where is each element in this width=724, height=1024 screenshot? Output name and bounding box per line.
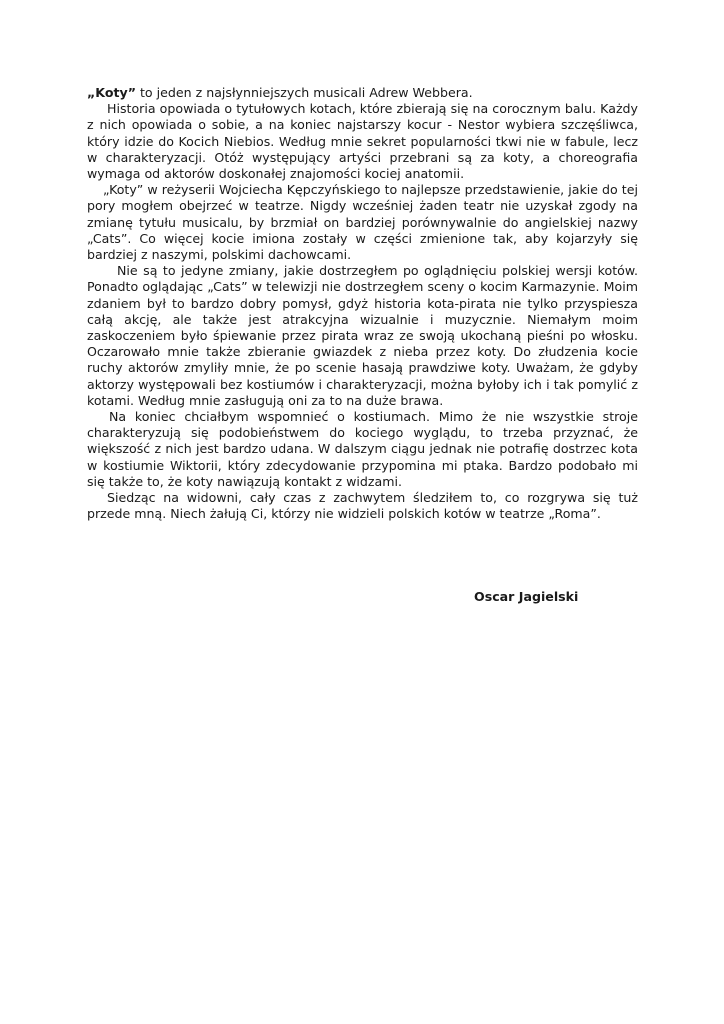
paragraph-2: „Koty” w reżyserii Wojciecha Kępczyńskiego to najlepsze przedstawienie, jakie do tej pory mogłem obejrzeć w teatrze. Nigdy wcześniej żaden teatr nie uzyskał zgody na zmianę tytułu musicalu, by brzmiał on bardziej porównywalnie do angielskiej nazwy „Cats”. Co więcej kocie imiona zostały w części zmienione tak, aby kojarzyły się bardziej z naszymi, polskimi dachowcami. — [87, 182, 638, 263]
intro-text: to jeden z najsłynniejszych musicali Adrew Webbera. — [135, 85, 473, 100]
paragraph-1: Historia opowiada o tytułowych kotach, które zbierają się na corocznym balu. Każdy z nich opowiada o sobie, a na koniec najstarszy kocur - Nestor wybiera szczęśliwca, który idzie do Kocich Niebios. Według mnie sekret popularności tkwi nie w fabule, lecz w charakteryzacji. Otóż występujący artyści przebrani są za koty, a choreografia wymaga od aktorów doskonałej znajomości kociej anatomii. — [87, 101, 638, 182]
document-body — [87, 85, 638, 522]
title-word: „Koty” — [87, 85, 136, 100]
paragraph-4: Na koniec chciałbym wspomnieć o kostiumach. Mimo że nie wszystkie stroje charakteryzują się podobieństwem do kociego wyglądu, to trzeba przyznać, że większość z nich jest bardzo udana. W dalszym ciągu jednak nie potrafię dostrzec kota w kostiumie Wiktorii, który zdecydowanie przypomina mi ptaka. Bardzo podobało mi się także to, że koty nawiązują kontakt z widzami. — [87, 409, 638, 489]
intro-line — [87, 85, 638, 101]
paragraph-3: Nie są to jedyne zmiany, jakie dostrzegłem po oglądnięciu polskiej wersji kotów. Ponadto oglądając „Cats” w telewizji nie dostrzegłem sceny o kocim Karmazynie. Moim zdaniem był to bardzo dobry pomysł, gdyż historia kota-pirata nie tylko przyspiesza całą akcję, ale także jest atrakcyjna wizualnie i muzycznie. Niemałym moim zaskoczeniem było śpiewanie przez pirata wraz ze swoją ukochaną pieśni po włosku. Oczarowało mnie także zbieranie gwiazdek z nieba przez koty. Do złudzenia kocie ruchy aktorów zmyliły mnie, że po scenie hasają prawdziwe koty. Uważam, że gdyby aktorzy występowali bez kostiumów i charakteryzacji, można byłoby ich i tak pomylić z kotami. Według mnie zasługują oni za to na duże brawa. — [87, 263, 638, 408]
paragraph-5: Siedząc na widowni, cały czas z zachwytem śledziłem to, co rozgrywa się tuż przede mną. Niech żałują Ci, którzy nie widzieli polskich kotów w teatrze „Roma”. — [87, 490, 638, 522]
author-signature: Oscar Jagielski — [474, 589, 579, 604]
